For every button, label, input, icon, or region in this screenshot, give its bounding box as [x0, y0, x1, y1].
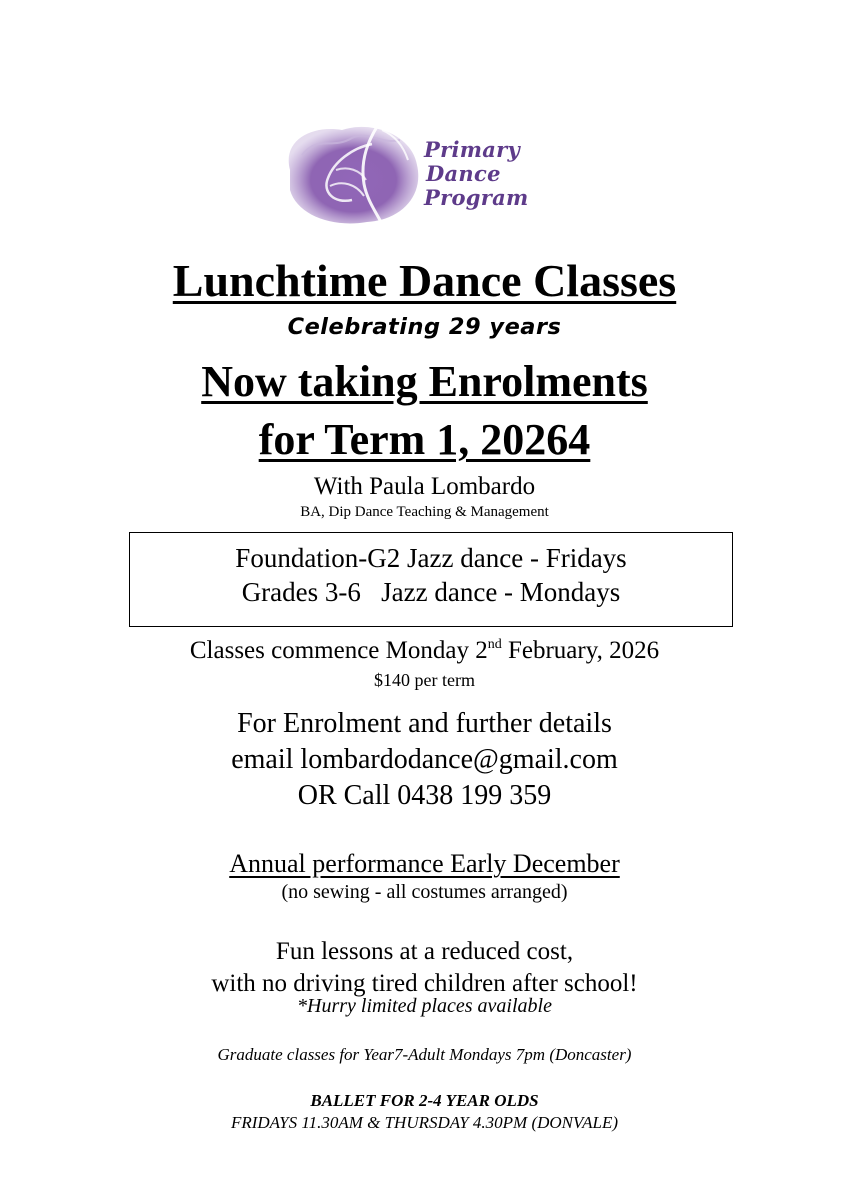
annual-performance: Annual performance Early December [229, 849, 620, 878]
ballet-times: FRIDAYS 11.30AM & THURSDAY 4.30PM (DONVALE) [230, 1113, 619, 1132]
class-schedule-box [129, 532, 733, 627]
graduate-classes: Graduate classes for Year7-Adult Mondays 7pm (Doncaster) [217, 1045, 632, 1064]
dancer-icon [272, 100, 432, 240]
celebrating-tagline: Celebrating 29 years [287, 315, 562, 340]
logo-line-program: Program [424, 185, 529, 210]
teacher-name: With Paula Lombardo [313, 473, 536, 500]
teacher-qualifications: BA, Dip Dance Teaching & Management [300, 504, 549, 520]
logo-line-primary: Primary [424, 137, 521, 162]
benefits-text [0, 936, 849, 1000]
commence-ordinal-suffix: nd [487, 637, 502, 652]
contact-email: email lombardodance@gmail.com [231, 744, 618, 775]
enrolments-heading-line1: Now taking Enrolments [201, 357, 648, 406]
class-foundation-g2: Foundation-G2 Jazz dance - Fridays [235, 543, 627, 573]
class-grades-3-6: Grades 3-6 Jazz dance - Mondays [241, 577, 621, 607]
enrolments-heading-line2: for Term 1, 20264 [258, 415, 591, 464]
limited-places-note: *Hurry limited places available [297, 995, 552, 1017]
benefits-line1: Fun lessons at a reduced cost, [275, 938, 574, 965]
contact-details [0, 706, 849, 814]
logo-text [424, 138, 529, 210]
costume-note: (no sewing - all costumes arranged) [281, 881, 568, 903]
benefits-line2: with no driving tired children after school! [211, 970, 638, 997]
page-title: Lunchtime Dance Classes [172, 255, 677, 306]
commence-rest: February, 2026 [501, 637, 660, 664]
ballet-heading: BALLET FOR 2-4 YEAR OLDS [310, 1091, 539, 1110]
classes-commence [0, 635, 849, 667]
contact-phone: OR Call 0438 199 359 [297, 780, 552, 811]
logo-line-dance: Dance [426, 161, 501, 186]
contact-line-enrolment: For Enrolment and further details [237, 708, 612, 739]
commence-prefix: Classes commence Monday 2 [189, 637, 488, 664]
price-per-term: $140 per term [374, 670, 475, 690]
primary-dance-program-logo [272, 100, 572, 240]
